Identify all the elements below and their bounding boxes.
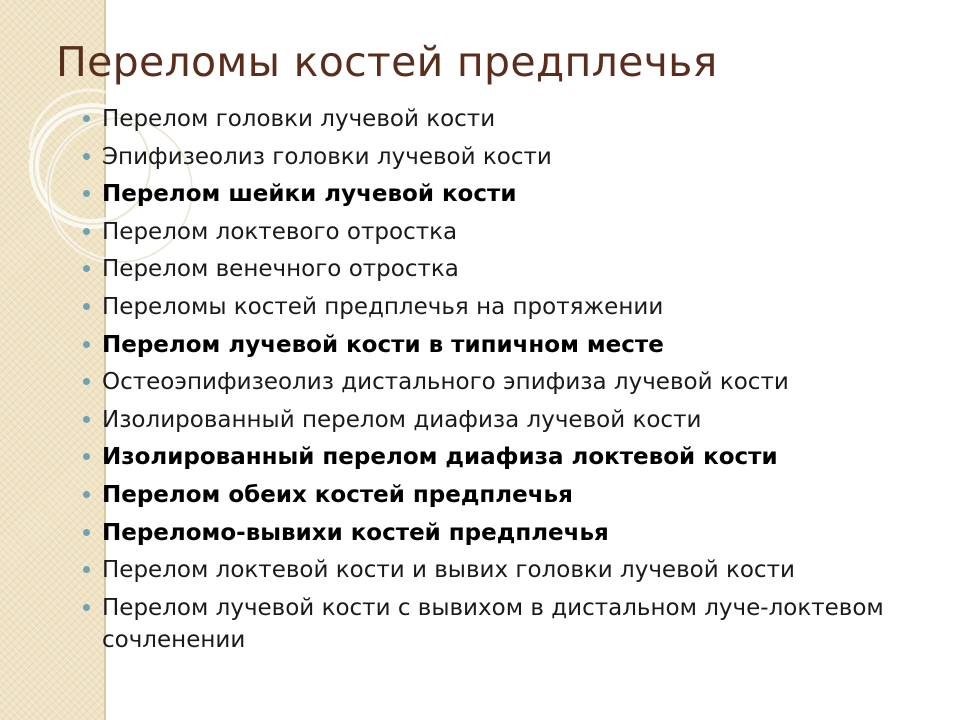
- bullet-dot-icon: [83, 265, 90, 272]
- bullet-dot-icon: [83, 529, 90, 536]
- bullet-text: Перелом лучевой кости в типичном месте: [102, 331, 664, 358]
- bullet-text: Перелом венечного отростка: [102, 256, 459, 283]
- bullet-text: Эпифизеолиз головки лучевой кости: [102, 143, 552, 170]
- bullet-dot-icon: [83, 491, 90, 498]
- bullet-item: [80, 441, 940, 473]
- bullet-text: Перелом локтевой кости и вывих головки лучевой кости: [102, 557, 795, 584]
- bullet-text: Перелом лучевой кости с вывихом в дистальном луче-локтевом сочленении: [102, 594, 884, 653]
- bullet-text: Перелом локтевого отростка: [102, 218, 458, 245]
- bullet-item: [80, 404, 940, 436]
- bullet-item: [80, 291, 940, 323]
- bullet-dot-icon: [83, 228, 90, 235]
- bullet-dot-icon: [83, 341, 90, 348]
- bullet-item: [80, 216, 940, 248]
- bullet-dot-icon: [83, 378, 90, 385]
- bullet-item: [80, 253, 940, 285]
- bullet-text: Изолированный перелом диафиза лучевой кости: [102, 406, 702, 433]
- bullet-text: Изолированный перелом диафиза локтевой кости: [102, 444, 778, 471]
- bullet-text: Переломо-вывихи костей предплечья: [102, 519, 609, 546]
- bullet-item: [80, 366, 940, 398]
- bullet-item: [80, 592, 940, 656]
- bullet-item: [80, 141, 940, 173]
- bullet-dot-icon: [83, 453, 90, 460]
- bullet-dot-icon: [83, 303, 90, 310]
- bullet-text: Перелом шейки лучевой кости: [102, 181, 517, 208]
- bullet-dot-icon: [83, 604, 90, 611]
- bullet-item: [80, 554, 940, 586]
- bullet-dot-icon: [83, 190, 90, 197]
- bullet-item: [80, 479, 940, 511]
- bullet-text: Перелом обеих костей предплечья: [102, 481, 573, 508]
- bullet-dot-icon: [83, 115, 90, 122]
- bullet-text: Остеоэпифизеолиз дистального эпифиза лучевой кости: [102, 369, 789, 396]
- bullet-item: [80, 178, 940, 210]
- bullet-dot-icon: [83, 153, 90, 160]
- slide-title: Переломы костей предплечья: [56, 38, 718, 86]
- bullet-dot-icon: [83, 566, 90, 573]
- bullet-dot-icon: [83, 416, 90, 423]
- bullet-item: [80, 103, 940, 135]
- bullet-list: [80, 103, 940, 661]
- bullet-item: [80, 517, 940, 549]
- bullet-item: [80, 329, 940, 361]
- bullet-text: Переломы костей предплечья на протяжении: [102, 293, 664, 320]
- bullet-text: Перелом головки лучевой кости: [102, 106, 496, 132]
